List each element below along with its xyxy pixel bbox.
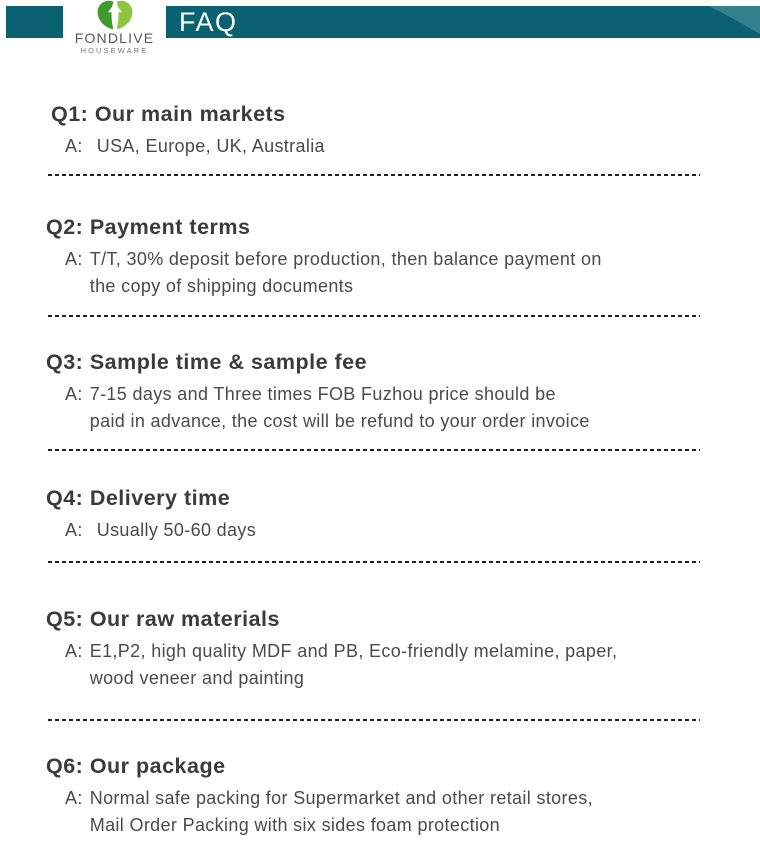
faq-answer — [46, 785, 760, 839]
faq-answer — [46, 133, 760, 160]
faq-question: Q4: Delivery time — [46, 486, 231, 510]
dashed-divider — [48, 174, 700, 176]
corner-fold-decoration — [708, 6, 760, 34]
answer-line: T/T, 30% deposit before production, then balance payment on — [89, 249, 602, 269]
faq-answer — [46, 517, 760, 544]
faq-question: Q3: Sample time & sample fee — [46, 350, 368, 374]
answer-label: A: — [65, 788, 83, 808]
answer-text — [97, 517, 256, 544]
answer-line: the copy of shipping documents — [89, 276, 354, 296]
answer-label: A: — [65, 520, 83, 540]
dashed-divider — [48, 449, 700, 451]
faq-answer — [46, 638, 760, 692]
faq-item — [46, 486, 760, 563]
brand-name: FONDLIVE — [74, 30, 155, 46]
header-bar-left-segment — [6, 6, 63, 38]
faq-item — [46, 607, 760, 721]
header-bar — [166, 6, 760, 38]
answer-line: Usually 50-60 days — [96, 520, 257, 540]
faq-item — [46, 215, 760, 317]
faq-item — [46, 102, 760, 176]
faq-answer — [46, 381, 760, 435]
answer-line: USA, Europe, UK, Australia — [96, 136, 325, 156]
faq-question: Q6: Our package — [46, 754, 226, 778]
leaf-sprout-icon — [96, 0, 134, 30]
answer-line: 7-15 days and Three times FOB Fuzhou price should be — [89, 384, 556, 404]
answer-label: A: — [65, 249, 83, 269]
brand-subtitle: HOUSEWARE — [80, 46, 149, 55]
faq-item — [46, 754, 760, 839]
answer-line: E1,P2, high quality MDF and PB, Eco-friendly melamine, paper, — [89, 641, 618, 661]
brand-logo — [63, 0, 166, 55]
answer-label: A: — [65, 384, 83, 404]
answer-line: Mail Order Packing with six sides foam protection — [89, 815, 501, 835]
answer-text — [90, 246, 602, 300]
dashed-divider — [48, 315, 700, 317]
answer-text — [90, 638, 618, 692]
answer-text — [97, 133, 325, 160]
answer-label: A: — [65, 136, 83, 156]
faq-list — [0, 40, 760, 839]
answer-line: wood veneer and painting — [89, 668, 305, 688]
answer-text — [90, 381, 590, 435]
faq-question: Q2: Payment terms — [46, 215, 251, 239]
page-title: FAQ — [179, 6, 238, 37]
faq-question: Q1: Our main markets — [51, 102, 286, 126]
faq-item — [46, 350, 760, 451]
faq-answer — [46, 246, 760, 300]
answer-line: paid in advance, the cost will be refund to your order invoice — [89, 411, 590, 431]
answer-line: Normal safe packing for Supermarket and other retail stores, — [89, 788, 593, 808]
answer-label: A: — [65, 641, 83, 661]
answer-text — [90, 785, 593, 839]
dashed-divider — [48, 719, 700, 721]
faq-question: Q5: Our raw materials — [46, 607, 280, 631]
dashed-divider — [48, 561, 700, 563]
